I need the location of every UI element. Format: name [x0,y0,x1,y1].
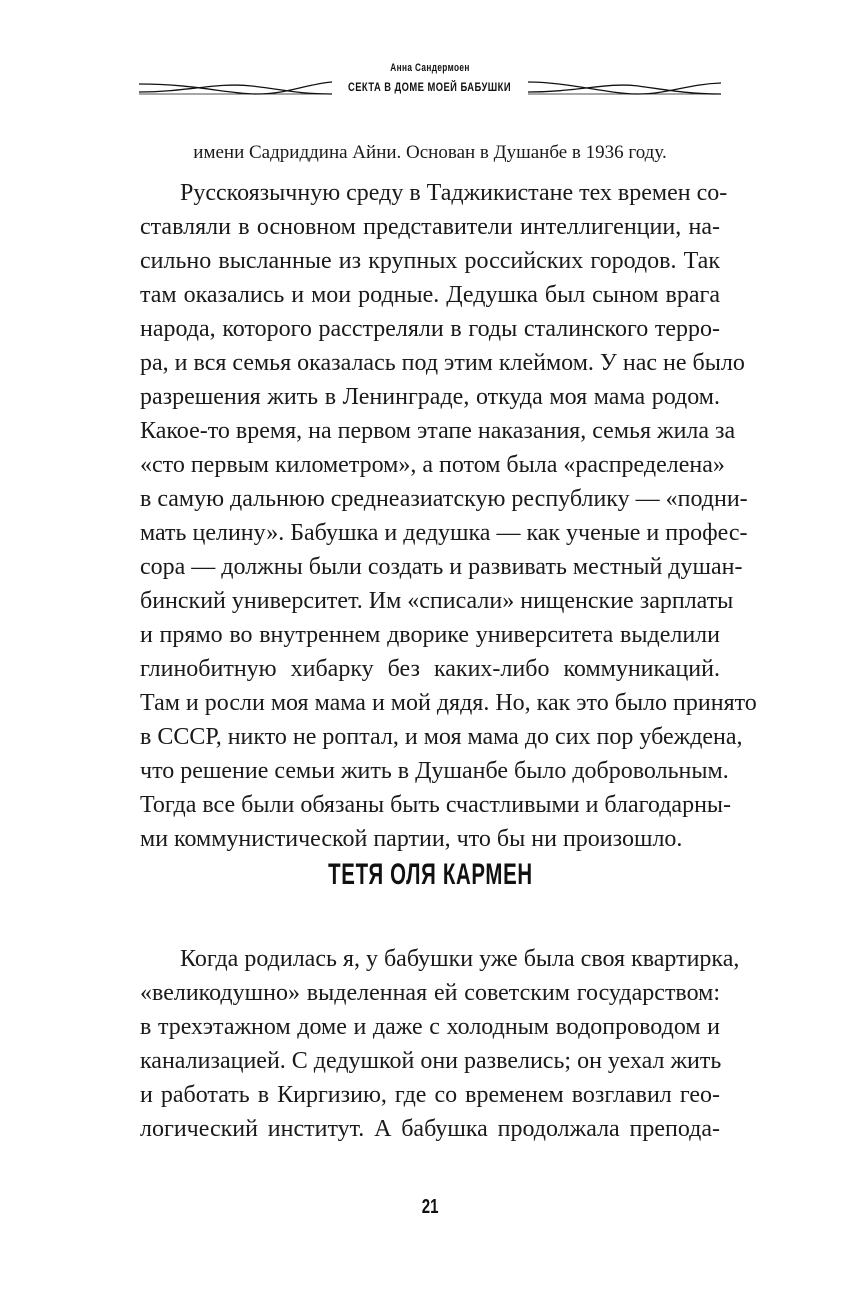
text-line: глинобитную хибарку без каких-либо коммуникаций. [140,656,720,682]
text-line: ставляли в основном представители интеллигенции, на- [140,214,720,240]
text-line: народа, которого расстреляли в годы сталинского терро- [140,316,720,342]
text-line: в СССР, никто не роптал, и моя мама до сих пор убеждена, [140,724,743,750]
text-line: логический институт. А бабушка продолжала препода- [140,1116,720,1142]
text-line: «сто первым километром», а потом была «распределена» [140,452,725,478]
text-line: Тогда все были обязаны быть счастливыми и благодарны- [140,792,732,818]
text-line: что решение семьи жить в Душанбе было добровольным. [140,758,729,784]
text-line: Какое-то время, на первом этапе наказания, семья жила за [140,418,736,444]
text-line: «великодушно» выделенная ей советским государством: [140,980,720,1006]
text-line: и прямо во внутреннем дворике университета выделили [140,622,720,648]
text-line: Там и росли моя мама и мой дядя. Но, как это было принято [140,690,757,716]
page-number-text: 21 [421,1196,439,1218]
footnote-continuation: имени Садриддина Айни. Основан в Душанбе в 1936 году. [193,142,667,163]
text-line: в трехэтажном доме и даже с холодным водопроводом и [140,1014,720,1040]
text-line: сора — должны были создать и развивать местный душан- [140,554,743,580]
text-line: бинский университет. Им «списали» нищенские зарплаты [140,588,734,614]
text-line: канализацией. С дедушкой они развелись; он уехал жить [140,1048,722,1074]
page-number [0,1196,860,1219]
text-line: сильно высланные из крупных российских городов. Так [140,248,720,274]
header-book-title [0,80,860,94]
book-title-text: СЕКТА В ДОМЕ МОЕЙ БАБУШКИ [344,80,516,94]
text-line: в самую дальнюю среднеазиатскую республику — «подни- [140,486,748,512]
section-heading [0,858,860,892]
text-line: там оказались и мои родные. Дедушка был сыном врага [140,282,720,308]
running-header [0,0,860,110]
text-line: Когда родилась я, у бабушки уже была своя квартирка, [180,946,740,972]
text-line: ра, и вся семья оказалась под этим клеймом. У нас не было [140,350,745,376]
text-line: Русскоязычную среду в Таджикистане тех времен со- [180,180,728,206]
text-line: разрешения жить в Ленинграде, откуда моя мама родом. [140,384,720,410]
text-line: мать целину». Бабушка и дедушка — как ученые и профес- [140,520,748,546]
text-line: и работать в Киргизию, где со временем возглавил гео- [140,1082,720,1108]
section-heading-text: ТЕТЯ ОЛЯ КАРМЕН [327,858,533,891]
header-author: Анна Сандермоен [390,62,470,74]
text-line: ми коммунистической партии, что бы ни произошло. [140,826,683,852]
